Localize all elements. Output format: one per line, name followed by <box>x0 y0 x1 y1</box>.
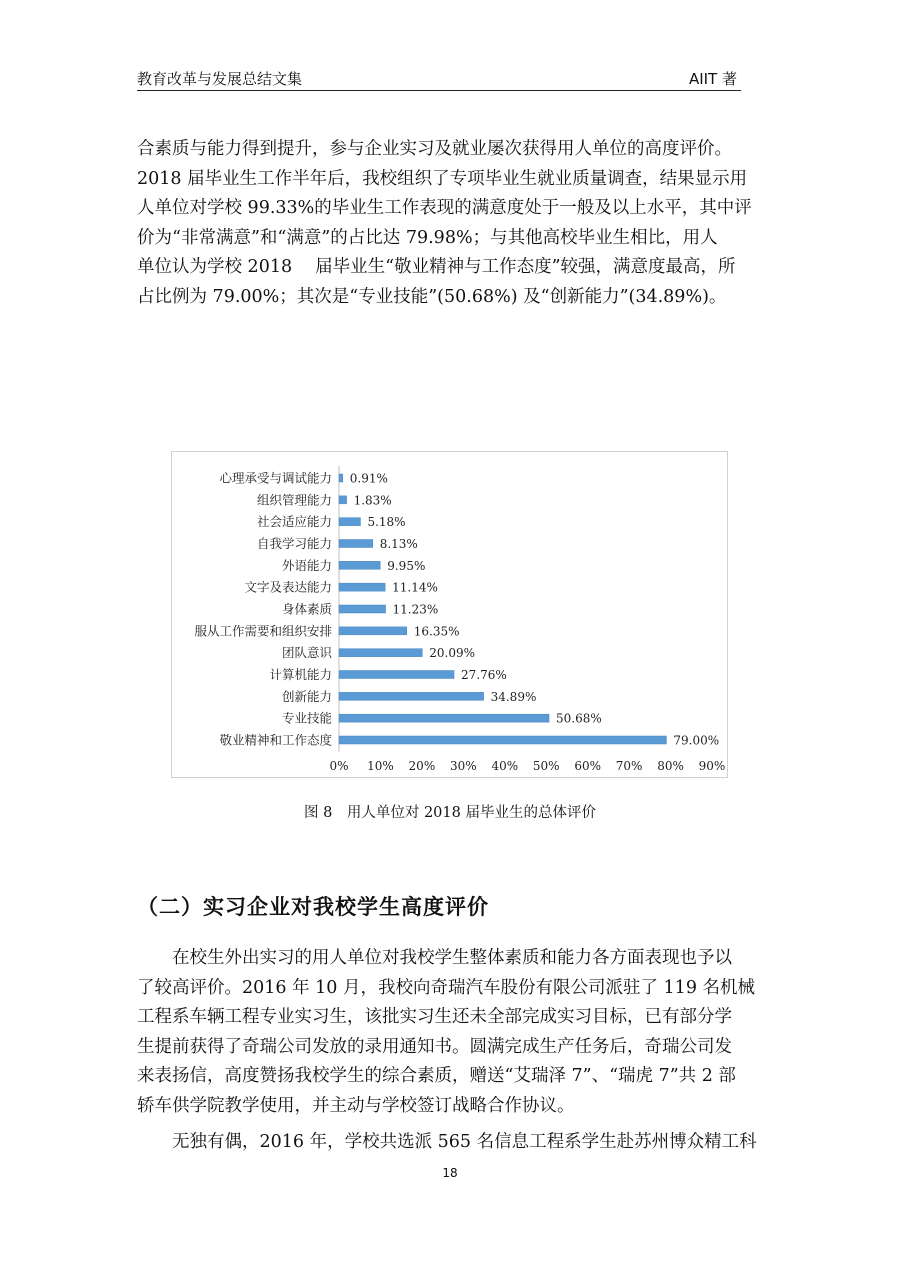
evaluation-bar-chart <box>171 451 728 778</box>
bar <box>339 583 385 591</box>
category-label: 自我学习能力 <box>256 536 332 551</box>
bar <box>339 561 380 569</box>
category-label: 文字及表达能力 <box>244 579 332 595</box>
data-label: 27.76% <box>461 668 507 682</box>
bar <box>339 540 373 548</box>
text-line: 合素质与能力得到提升，参与企业实习及就业屡次获得用人单位的高度评价。 <box>137 139 732 159</box>
category-label: 专业技能 <box>281 710 332 726</box>
x-tick-label: 50% <box>532 759 560 773</box>
text-line: 占比例为 79.00%；其次是“专业技能”(50.68%) 及“创新能力”(34.89%)。 <box>137 286 727 307</box>
text-line: 无独有偶，2016 年，学校共选派 565 名信息工程系学生赴苏州博众精工科 <box>172 1132 757 1152</box>
bar <box>339 627 407 635</box>
bar <box>339 649 422 657</box>
bar <box>339 736 666 744</box>
category-label: 团队意识 <box>281 645 332 661</box>
text-line: 工程系车辆工程专业实习生，该批实习生还未全部完成实习目标，已有部分学 <box>137 1007 732 1028</box>
data-label: 0.91% <box>349 471 388 486</box>
text-line: 2018 届毕业生工作半年后，我校组织了专项毕业生就业质量调查，结果显示用 <box>137 168 748 189</box>
data-label: 11.14% <box>392 580 438 595</box>
category-label: 心理承受与调试能力 <box>219 470 332 486</box>
section-heading: （二）实习企业对我校学生高度评价 <box>137 895 489 919</box>
x-tick-label: 20% <box>408 759 436 773</box>
x-tick-label: 90% <box>698 759 726 773</box>
category-label: 社会适应能力 <box>256 514 332 530</box>
data-label: 5.18% <box>367 515 406 530</box>
x-tick-label: 0% <box>329 759 349 773</box>
data-label: 8.13% <box>379 537 418 551</box>
text-line: 价为“非常满意”和“满意”的占比达 79.98%；与其他高校毕业生相比，用人 <box>137 227 718 248</box>
bar <box>339 605 386 613</box>
paragraph-employer-evaluation <box>137 135 761 313</box>
data-label: 20.09% <box>429 646 476 661</box>
category-label: 服从工作需要和组织安排 <box>194 623 332 639</box>
text-line: 单位认为学校 2018 届毕业生“敬业精神与工作态度”较强，满意度最高，所 <box>137 257 736 278</box>
data-label: 16.35% <box>413 624 460 639</box>
category-label: 敬业精神和工作态度 <box>219 732 332 748</box>
category-label: 创新能力 <box>281 688 332 704</box>
category-label: 身体素质 <box>281 601 332 617</box>
x-tick-label: 40% <box>491 759 519 773</box>
x-tick-label: 60% <box>574 759 602 773</box>
data-label: 9.95% <box>387 558 426 573</box>
text-line: 轿车供学院教学使用，并主动与学校签订战略合作协议。 <box>137 1095 575 1116</box>
data-label: 79.00% <box>673 733 720 748</box>
category-label: 组织管理能力 <box>256 492 332 508</box>
paragraph-suzhou <box>137 1128 761 1158</box>
data-label: 50.68% <box>556 711 602 726</box>
x-tick-label: 80% <box>657 759 684 773</box>
text-line: 在校生外出实习的用人单位对我校学生整体素质和能力各方面表现也予以 <box>172 948 732 968</box>
paragraph-internship-evaluation <box>137 944 761 1122</box>
bar <box>339 671 454 679</box>
data-label: 11.23% <box>392 602 439 617</box>
x-tick-label: 10% <box>367 759 394 773</box>
data-label: 1.83% <box>353 493 392 508</box>
chart-canvas <box>172 452 729 779</box>
bar <box>339 692 484 700</box>
text-line: 人单位对学校 99.33%的毕业生工作表现的满意度处于一般及以上水平，其中评 <box>137 198 752 219</box>
bar <box>339 496 347 504</box>
header-author: AIIT 著 <box>688 70 737 88</box>
bar <box>339 474 343 482</box>
x-tick-label: 70% <box>615 759 643 773</box>
bar <box>339 518 360 526</box>
text-line: 生提前获得了奇瑞公司发放的录用通知书。圆满完成生产任务后，奇瑞公司发 <box>137 1036 732 1057</box>
figure-caption: 图 8 用人单位对 2018 届毕业生的总体评价 <box>304 805 596 821</box>
page-header <box>137 68 741 91</box>
data-label: 34.89% <box>490 689 537 704</box>
x-tick-label: 30% <box>449 759 477 773</box>
bar <box>339 714 549 722</box>
page-number: 18 <box>442 1166 458 1180</box>
text-line: 来表扬信，高度赞扬我校学生的综合素质，赠送“艾瑞泽 7”、“瑞虎 7”共 2 部 <box>137 1066 736 1087</box>
category-label: 计算机能力 <box>269 667 332 682</box>
header-book-title: 教育改革与发展总结文集 <box>137 70 303 88</box>
text-line: 了较高评价。2016 年 10 月，我校向奇瑞汽车股份有限公司派驻了 119 名机械 <box>137 977 756 998</box>
category-label: 外语能力 <box>281 557 332 573</box>
